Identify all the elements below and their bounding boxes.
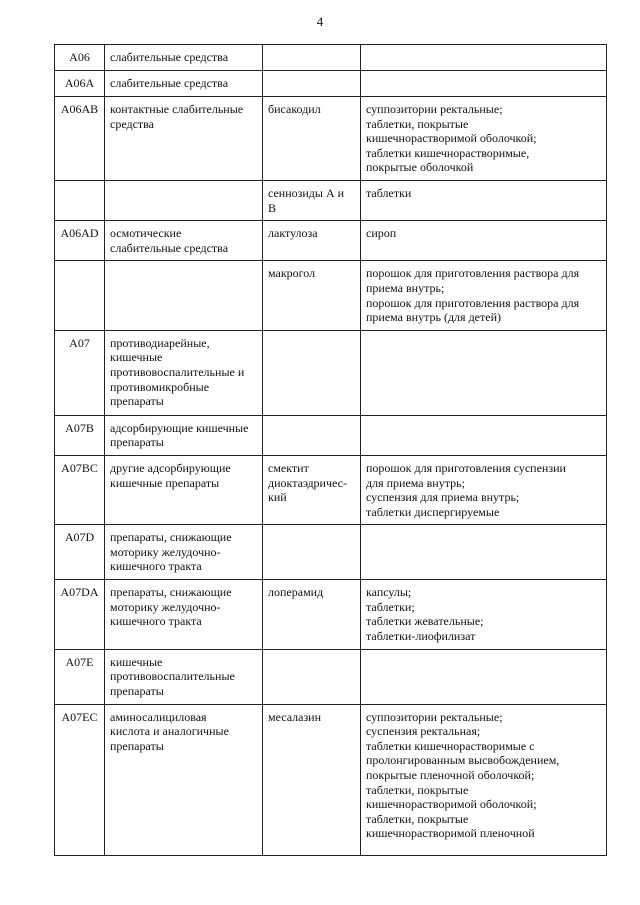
substance-cell: макрогол bbox=[263, 261, 361, 330]
group-cell: другие адсорбирующие кишечные препараты bbox=[105, 455, 263, 524]
group-cell: препараты, снижающие моторику желудочно- кишечного тракта bbox=[105, 580, 263, 649]
substance-cell bbox=[263, 71, 361, 97]
substance-cell: смектит диоктаэдричес- кий bbox=[263, 455, 361, 524]
atc-code-cell: A07 bbox=[55, 330, 105, 415]
table-row bbox=[55, 71, 607, 97]
atc-code-cell bbox=[55, 261, 105, 330]
group-cell: кишечные противовоспалительные препараты bbox=[105, 649, 263, 704]
atc-code-cell bbox=[55, 180, 105, 220]
table-row bbox=[55, 97, 607, 181]
dosage-form-cell: суппозитории ректальные; таблетки, покрытые кишечнорастворимой оболочкой; таблетки кишечнорастворимые, покрытые оболочкой bbox=[361, 97, 607, 181]
atc-code-cell: A07DA bbox=[55, 580, 105, 649]
table-row bbox=[55, 580, 607, 649]
dosage-form-cell: сироп bbox=[361, 221, 607, 261]
page-number: 4 bbox=[316, 14, 324, 29]
dosage-form-cell bbox=[361, 45, 607, 71]
table-row bbox=[55, 261, 607, 330]
table-row bbox=[55, 525, 607, 580]
group-cell: аминосалициловая кислота и аналогичные препараты bbox=[105, 704, 263, 855]
group-cell: контактные слабительные средства bbox=[105, 97, 263, 181]
drug-classification-table bbox=[54, 44, 607, 856]
table-row bbox=[55, 45, 607, 71]
group-cell bbox=[105, 180, 263, 220]
substance-cell bbox=[263, 330, 361, 415]
atc-code-cell: A07E bbox=[55, 649, 105, 704]
dosage-form-cell: порошок для приготовления суспензии для приема внутрь; суспензия для приема внутрь; таблетки диспергируемые bbox=[361, 455, 607, 524]
dosage-form-cell: суппозитории ректальные; суспензия ректальная; таблетки кишечнорастворимые с пролонгированным высвобождением, покрытые пленочной оболочкой; таблетки, покрытые кишечнорастворимой оболочкой; таблетки, покрытые кишечнорастворимой пленочной bbox=[361, 704, 607, 855]
substance-cell: лактулоза bbox=[263, 221, 361, 261]
table-row bbox=[55, 704, 607, 855]
substance-cell bbox=[263, 45, 361, 71]
atc-code-cell: A07B bbox=[55, 415, 105, 455]
group-cell: противодиарейные, кишечные противовоспалительные и противомикробные препараты bbox=[105, 330, 263, 415]
substance-cell bbox=[263, 415, 361, 455]
group-cell: слабительные средства bbox=[105, 71, 263, 97]
substance-cell bbox=[263, 525, 361, 580]
dosage-form-cell bbox=[361, 525, 607, 580]
atc-code-cell: A06AD bbox=[55, 221, 105, 261]
atc-code-cell: A06AB bbox=[55, 97, 105, 181]
atc-code-cell: A06A bbox=[55, 71, 105, 97]
table-row bbox=[55, 221, 607, 261]
dosage-form-cell bbox=[361, 330, 607, 415]
dosage-form-cell bbox=[361, 415, 607, 455]
substance-cell: месалазин bbox=[263, 704, 361, 855]
substance-cell: сеннозиды А и В bbox=[263, 180, 361, 220]
dosage-form-cell bbox=[361, 71, 607, 97]
atc-code-cell: A07BC bbox=[55, 455, 105, 524]
atc-code-cell: A07D bbox=[55, 525, 105, 580]
atc-code-cell: A06 bbox=[55, 45, 105, 71]
table-row bbox=[55, 330, 607, 415]
table-row bbox=[55, 180, 607, 220]
atc-code-cell: A07EC bbox=[55, 704, 105, 855]
dosage-form-cell: таблетки bbox=[361, 180, 607, 220]
substance-cell: лоперамид bbox=[263, 580, 361, 649]
table-row bbox=[55, 455, 607, 524]
dosage-form-cell bbox=[361, 649, 607, 704]
substance-cell: бисакодил bbox=[263, 97, 361, 181]
dosage-form-cell: капсулы; таблетки; таблетки жевательные; таблетки-лиофилизат bbox=[361, 580, 607, 649]
group-cell bbox=[105, 261, 263, 330]
group-cell: осмотические слабительные средства bbox=[105, 221, 263, 261]
table-row bbox=[55, 415, 607, 455]
group-cell: адсорбирующие кишечные препараты bbox=[105, 415, 263, 455]
dosage-form-cell: порошок для приготовления раствора для приема внутрь; порошок для приготовления раствора для приема внутрь (для детей) bbox=[361, 261, 607, 330]
group-cell: препараты, снижающие моторику желудочно- кишечного тракта bbox=[105, 525, 263, 580]
group-cell: слабительные средства bbox=[105, 45, 263, 71]
substance-cell bbox=[263, 649, 361, 704]
table-row bbox=[55, 649, 607, 704]
